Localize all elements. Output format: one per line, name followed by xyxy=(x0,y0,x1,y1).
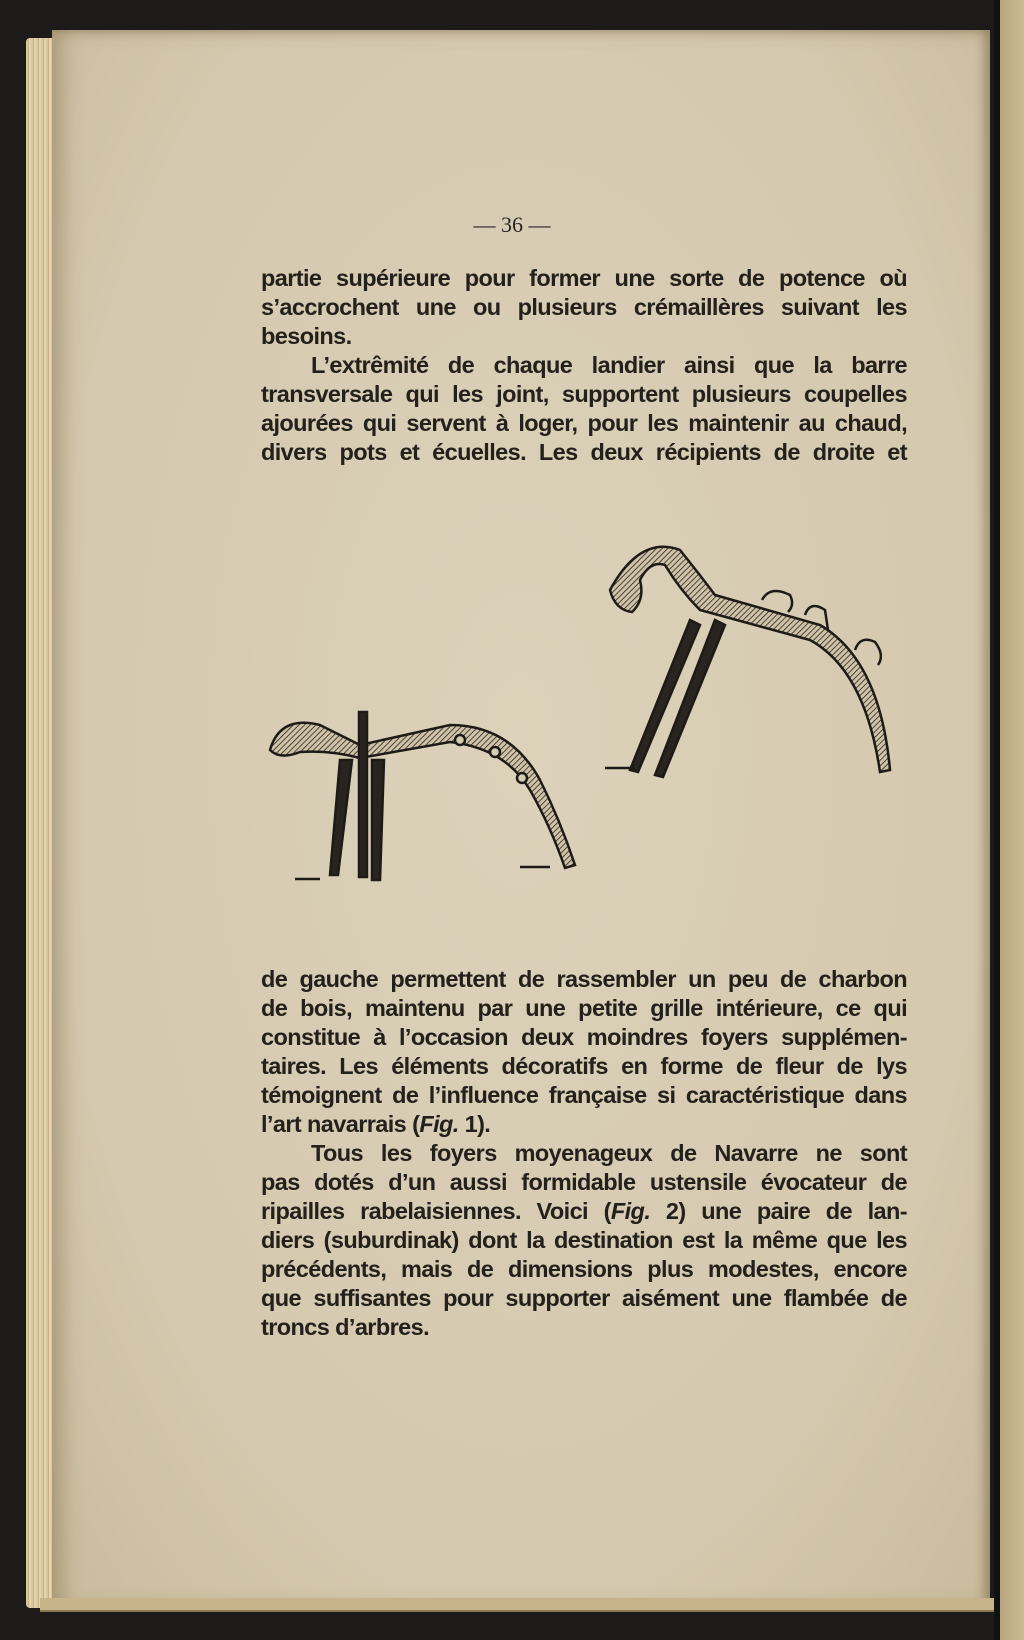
text-line: taires. Les éléments décoratifs en forme de fleur de lys xyxy=(261,1053,907,1079)
text-line: ripailles rabelaisiennes. Voici (Fig. 2) une paire de lan- xyxy=(261,1198,908,1224)
text-line: l’art navarrais (Fig. 1). xyxy=(261,1111,491,1137)
text-block-top xyxy=(261,264,907,467)
next-page-edge xyxy=(994,0,1024,1640)
text-line: besoins. xyxy=(261,323,352,349)
text-line: pas dotés d’un aussi formidable ustensile évocateur de xyxy=(261,1169,907,1195)
landiers-illustration xyxy=(260,520,900,900)
text-line: divers pots et écuelles. Les deux récipients de droite et xyxy=(261,439,907,465)
text-line: de gauche permettent de rassembler un peu de charbon xyxy=(261,966,907,992)
text-line: constitue à l’occasion deux moindres foyers supplémen- xyxy=(261,1024,907,1050)
text-line: transversale qui les joint, supportent plusieurs coupelles xyxy=(261,381,907,407)
text-line: Tous les foyers moyenageux de Navarre ne sont xyxy=(311,1140,907,1166)
right-landier-drawing xyxy=(605,547,890,777)
text-block-bottom xyxy=(261,965,907,1342)
text-line: de bois, maintenu par une petite grille intérieure, ce qui xyxy=(261,995,907,1021)
page-number: — 36 — xyxy=(473,212,551,237)
text-line: s’accrochent une ou plusieurs crémaillères suivant les xyxy=(261,294,907,320)
text-line: témoignent de l’influence française si caractéristique dans xyxy=(261,1082,907,1108)
text-line: L’extrêmité de chaque landier ainsi que la barre xyxy=(311,352,907,378)
text-line: partie supérieure pour former une sorte de potence où xyxy=(261,265,907,291)
left-landier-drawing xyxy=(270,712,575,880)
page-bottom-edge xyxy=(40,1598,995,1612)
text-line: ajourées qui servent à loger, pour les maintenir au chaud, xyxy=(261,410,907,436)
text-line: troncs d’arbres. xyxy=(261,1314,430,1340)
text-line: que suffisantes pour supporter aisément une flambée de xyxy=(261,1285,907,1311)
text-line: précédents, mais de dimensions plus modestes, encore xyxy=(261,1256,907,1282)
text-line: diers (suburdinak) dont la destination est la même que les xyxy=(261,1227,907,1253)
